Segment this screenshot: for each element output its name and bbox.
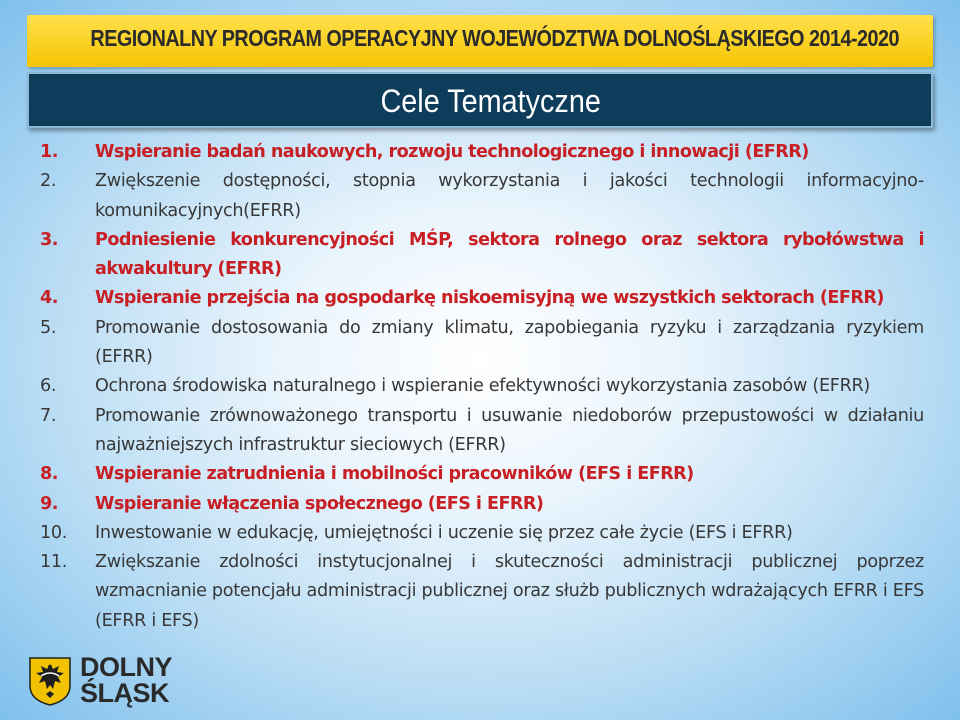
goal-text: Promowanie zrównoważonego transportu i usuwanie niedoborów przepustowości w działaniu najważniejszych infrastruktur sieciowych (EFRR) [95,405,924,455]
goal-item-7 [40,402,924,461]
goal-item-4 [40,284,924,313]
goal-number: 4. [40,288,58,309]
goal-text: Zwiększenie dostępności, stopnia wykorzystania i jakości technologii informacyjno-komunikacyjnych(EFRR) [95,171,924,221]
goal-text: Podniesienie konkurencyjności MŚP, sektora rolnego oraz sektora rybołówstwa i akwakultury (EFRR) [95,229,924,280]
logo-line-2: ŚLĄSK [80,678,170,708]
goal-text: Zwiększanie zdolności instytucjonalnej i skuteczności administracji publicznej poprzez wzmacnianie potencjału administracji publicznej oraz służb publicznych wdrażających EFRR i EFS (EFRR i EFS) [95,552,924,631]
goal-item-3 [40,226,924,285]
goal-number: 5. [40,317,57,338]
goal-item-10 [40,519,924,548]
goal-number: 9. [40,493,58,514]
goal-text: Inwestowanie w edukację, umiejętności i uczenie się przez całe życie (EFS i EFRR) [95,522,793,543]
goal-item-1 [40,138,924,167]
goal-item-5 [40,314,924,373]
goal-number: 11. [40,552,68,573]
eagle-crest-icon [28,656,72,706]
dolny-slask-logo [28,652,178,708]
goal-text: Ochrona środowiska naturalnego i wspieranie efektywności wykorzystania zasobów (EFRR) [95,376,870,397]
program-banner [27,15,933,67]
goal-text: Wspieranie przejścia na gospodarkę niskoemisyjną we wszystkich sektorach (EFRR) [95,288,884,309]
goal-number: 10. [40,522,68,543]
goal-item-6 [40,372,924,401]
goal-text: Wspieranie badań naukowych, rozwoju technologicznego i innowacji (EFRR) [95,142,809,162]
slide-title: Cele Tematyczne [380,83,601,119]
goal-item-2 [40,167,924,226]
goal-item-11 [40,548,924,636]
goal-number: 1. [40,142,58,162]
goal-text: Wspieranie włączenia społecznego (EFS i EFRR) [95,493,544,514]
goal-number: 6. [40,376,57,397]
goal-item-9 [40,490,924,519]
program-title: REGIONALNY PROGRAM OPERACYJNY WOJEWÓDZTWA DOLNOŚLĄSKIEGO 2014-2020 [90,25,899,51]
goal-number: 3. [40,229,58,250]
goal-number: 2. [40,171,57,192]
slide-title-bar [27,72,933,128]
goal-number: 8. [40,464,58,485]
goal-text: Promowanie dostosowania do zmiany klimatu, zapobiegania ryzyku i zarządzania ryzykiem (EFRR) [95,317,924,368]
logo-line-1: DOLNY [80,652,172,682]
goal-number: 7. [40,405,57,426]
goal-text: Wspieranie zatrudnienia i mobilności pracowników (EFS i EFRR) [95,464,694,485]
goals-list [40,138,924,636]
goal-item-8 [40,460,924,489]
